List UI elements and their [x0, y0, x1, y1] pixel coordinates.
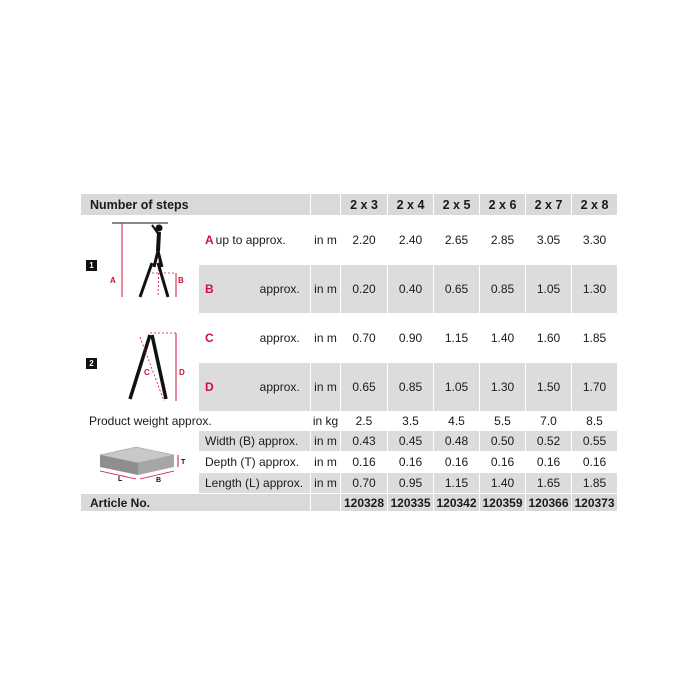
- step-header: 2 x 3: [341, 194, 388, 216]
- ladder-spec-table: [80, 193, 618, 512]
- cell: 0.85: [480, 265, 526, 314]
- cell: 0.16: [434, 452, 480, 473]
- article-no: 120335: [388, 494, 434, 512]
- unit: in m: [311, 265, 341, 314]
- cell: 0.55: [572, 431, 618, 452]
- cell: 0.40: [388, 265, 434, 314]
- ladder-standing-diagram: [81, 216, 199, 314]
- step-header: 2 x 4: [388, 194, 434, 216]
- cell: 0.43: [341, 431, 388, 452]
- article-no: 120328: [341, 494, 388, 512]
- cell: 1.40: [480, 473, 526, 494]
- cell: 3.05: [526, 216, 572, 265]
- step-header: 2 x 7: [526, 194, 572, 216]
- row-text: approx.: [259, 380, 300, 394]
- step-header: 2 x 8: [572, 194, 618, 216]
- cell: 3.5: [388, 412, 434, 431]
- row-label: [199, 314, 311, 363]
- cell: 0.85: [388, 363, 434, 412]
- unit: in m: [311, 363, 341, 412]
- dim-label: Length (L) approx.: [199, 473, 311, 494]
- unit: in m: [311, 216, 341, 265]
- cell: 0.20: [341, 265, 388, 314]
- cell: 5.5: [480, 412, 526, 431]
- cell: 1.30: [572, 265, 618, 314]
- cell: 8.5: [572, 412, 618, 431]
- ladder-open-diagram: [81, 314, 199, 412]
- cell: 1.05: [434, 363, 480, 412]
- cell: 1.70: [572, 363, 618, 412]
- row-label: [199, 363, 311, 412]
- cell: 2.85: [480, 216, 526, 265]
- table-row: [81, 216, 618, 265]
- step-header: 2 x 5: [434, 194, 480, 216]
- cell: 0.70: [341, 314, 388, 363]
- step-header: 2 x 6: [480, 194, 526, 216]
- cell: 0.16: [526, 452, 572, 473]
- cell: 1.85: [572, 473, 618, 494]
- table-row: [81, 431, 618, 452]
- diagram-badge-2: 2: [86, 358, 97, 369]
- row-letter: D: [205, 380, 214, 394]
- cell: 1.50: [526, 363, 572, 412]
- article-no: 120373: [572, 494, 618, 512]
- row-letter: B: [205, 282, 214, 296]
- row-text: approx.: [259, 331, 300, 345]
- cell: 0.16: [572, 452, 618, 473]
- cell: 0.45: [388, 431, 434, 452]
- cell: 1.15: [434, 314, 480, 363]
- article-no: 120342: [434, 494, 480, 512]
- header-unit-cell: [311, 194, 341, 216]
- unit: in m: [311, 473, 341, 494]
- unit: in m: [311, 431, 341, 452]
- cell: 0.50: [480, 431, 526, 452]
- header-row: [81, 194, 618, 216]
- label-l: L: [117, 476, 122, 483]
- article-row: [81, 494, 618, 512]
- row-label: [199, 216, 311, 265]
- cell: 0.95: [388, 473, 434, 494]
- dim-label: Width (B) approx.: [199, 431, 311, 452]
- article-unit-cell: [311, 494, 341, 512]
- dim-label: Depth (T) approx.: [199, 452, 311, 473]
- cell: 1.60: [526, 314, 572, 363]
- cell: 0.52: [526, 431, 572, 452]
- label-t: T: [180, 459, 185, 466]
- weight-label: Product weight approx.: [81, 412, 311, 431]
- row-text: up to approx.: [215, 233, 286, 247]
- table-row: [81, 314, 618, 363]
- diagram-badge-1: 1: [86, 260, 97, 271]
- open-ladder-illustration: [82, 315, 198, 411]
- label-b: B: [177, 275, 184, 285]
- article-no: 120359: [480, 494, 526, 512]
- cell: 1.15: [434, 473, 480, 494]
- unit: in m: [311, 314, 341, 363]
- cell: 0.16: [480, 452, 526, 473]
- label-a: A: [109, 275, 116, 285]
- row-text: approx.: [259, 282, 300, 296]
- cell: 0.16: [388, 452, 434, 473]
- unit: in kg: [311, 412, 341, 431]
- cell: 0.65: [341, 363, 388, 412]
- unit: in m: [311, 452, 341, 473]
- cell: 3.30: [572, 216, 618, 265]
- label-b-box: B: [155, 477, 161, 484]
- cell: 2.5: [341, 412, 388, 431]
- cell: 1.85: [572, 314, 618, 363]
- cell: 1.30: [480, 363, 526, 412]
- package-diagram: [81, 431, 199, 494]
- cell: 0.90: [388, 314, 434, 363]
- cell: 2.40: [388, 216, 434, 265]
- cell: 1.05: [526, 265, 572, 314]
- label-c: C: [143, 367, 150, 377]
- row-letter: A: [205, 233, 214, 247]
- cell: 0.48: [434, 431, 480, 452]
- cell: 0.70: [341, 473, 388, 494]
- row-label: [199, 265, 311, 314]
- weight-row: [81, 412, 618, 431]
- cell: 0.65: [434, 265, 480, 314]
- cell: 7.0: [526, 412, 572, 431]
- package-box-illustration: [82, 433, 198, 491]
- steps-label: Number of steps: [81, 194, 311, 216]
- article-label: Article No.: [81, 494, 311, 512]
- cell: 0.16: [341, 452, 388, 473]
- cell: 2.20: [341, 216, 388, 265]
- row-letter: C: [205, 331, 214, 345]
- article-no: 120366: [526, 494, 572, 512]
- cell: 4.5: [434, 412, 480, 431]
- cell: 1.40: [480, 314, 526, 363]
- label-d: D: [178, 367, 185, 377]
- ladder-person-illustration: [82, 217, 198, 313]
- cell: 2.65: [434, 216, 480, 265]
- cell: 1.65: [526, 473, 572, 494]
